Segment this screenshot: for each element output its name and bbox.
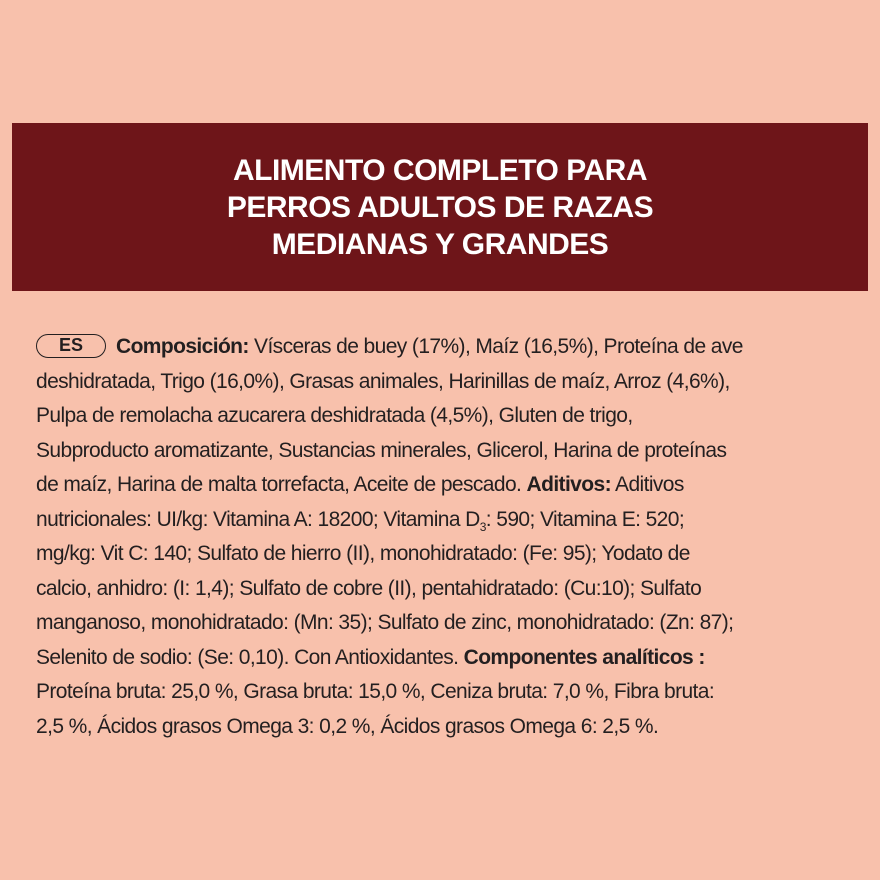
- text-line-9: manganoso, monohidratado: (Mn: 35); Sulfato de zinc, monohidratado: (Zn: 87);: [36, 611, 734, 634]
- product-title-line-2: PERROS ADULTOS DE RAZAS: [226, 190, 654, 224]
- analytical-label: Componentes analíticos :: [463, 645, 705, 669]
- text-line-10: [36, 641, 856, 676]
- text-line-8: calcio, anhidro: (I: 1,4); Sulfato de cobre (II), pentahidratado: (Cu:10); Sulfato: [36, 576, 702, 600]
- composition-line-10-start: Selenito de sodio: (Se: 0,10). Con Antioxidantes.: [36, 645, 464, 669]
- composition-line-6-b: : 590; Vitamina E: 520;: [485, 507, 685, 531]
- text-line-7: mg/kg: Vit C: 140; Sulfato de hierro (II), monohidratado: (Fe: 95); Yodato de: [36, 542, 690, 565]
- composition-text: [36, 330, 856, 744]
- vitamin-d-subscript: 3: [479, 519, 486, 534]
- text-line-5: [36, 468, 856, 503]
- composition-line-1: Vísceras de buey (17%), Maíz (16,5%), Proteína de ave: [248, 335, 743, 358]
- composition-line-6-a: nutricionales: UI/kg: Vitamina A: 18200; Vitamina D: [36, 507, 480, 531]
- text-line-1: [36, 330, 856, 365]
- language-badge: ES: [36, 334, 106, 358]
- text-line-12: 2,5 %, Ácidos grasos Omega 3: 0,2 %, Ácidos grasos Omega 6: 2,5 %.: [36, 714, 659, 738]
- additives-label: Aditivos:: [526, 473, 611, 496]
- text-line-3: Pulpa de remolacha azucarera deshidratada (4,5%), Gluten de trigo,: [36, 404, 633, 427]
- text-line-2: deshidratada, Trigo (16,0%), Grasas animales, Harinillas de maíz, Arroz (4,6%),: [36, 369, 730, 393]
- composition-line-5-end: Aditivos: [610, 473, 684, 496]
- text-line-6: [36, 503, 856, 538]
- composition-line-5-start: de maíz, Harina de malta torrefacta, Aceite de pescado.: [36, 473, 527, 496]
- text-line-11: Proteína bruta: 25,0 %, Grasa bruta: 15,0 %, Ceniza bruta: 7,0 %, Fibra bruta:: [36, 680, 715, 703]
- composition-label: Composición:: [116, 335, 249, 358]
- product-title-banner: [12, 123, 868, 291]
- text-line-4: Subproducto aromatizante, Sustancias minerales, Glicerol, Harina de proteínas: [36, 438, 727, 462]
- product-title-line-3: MEDIANAS Y GRANDES: [271, 227, 609, 261]
- product-title: [120, 152, 760, 263]
- product-title-line-1: ALIMENTO COMPLETO PARA: [232, 153, 647, 187]
